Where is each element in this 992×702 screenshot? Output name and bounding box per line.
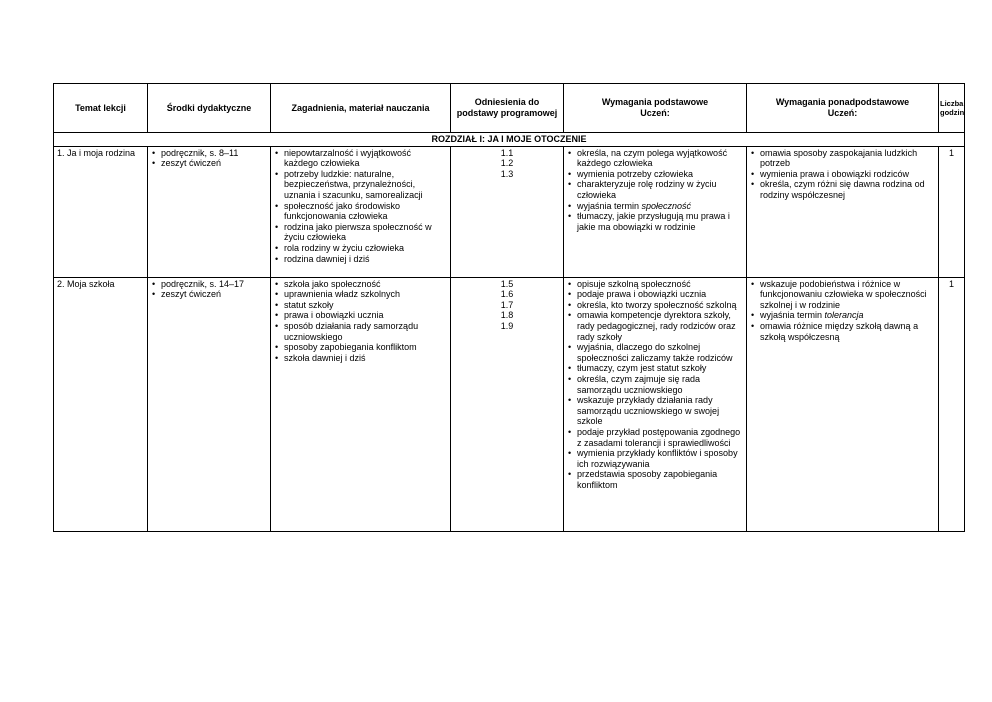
ref-code: 1.1 <box>500 147 514 158</box>
list-item: • zeszyt ćwiczeń <box>151 158 267 169</box>
list-item: • podaje prawa i obowiązki ucznia <box>567 289 743 300</box>
list-item: • omawia kompetencje dyrektora szkoły, rady pedagogicznej, rady rodziców oraz rady szkoły <box>567 310 743 342</box>
refs-list <box>454 279 560 332</box>
list-item: • szkoła jako społeczność <box>274 279 447 290</box>
list-item: • rodzina dawniej i dziś <box>274 254 447 265</box>
header-extended-requirements <box>747 84 939 133</box>
basic-requirements-list <box>567 148 743 233</box>
issues-cell <box>271 146 451 277</box>
list-item: • niepowtarzalność i wyjątkowość każdego człowieka <box>274 148 447 169</box>
list-item: • wyjaśnia termin tolerancja <box>750 310 935 321</box>
list-item: • określa, czym zajmuje się rada samorządu uczniowskiego <box>567 374 743 395</box>
means-list <box>151 279 267 300</box>
list-item: • określa, czym różni się dawna rodzina od rodziny współczesnej <box>750 179 935 200</box>
header-basic-requirements <box>564 84 747 133</box>
list-item: • prawa i obowiązki ucznia <box>274 310 447 321</box>
ref-code: 1.2 <box>500 158 514 169</box>
hours-cell: 1 <box>939 277 965 531</box>
list-item: • podręcznik, s. 14–17 <box>151 279 267 290</box>
list-item: • omawia sposoby zaspokajania ludzkich potrzeb <box>750 148 935 169</box>
list-item: • rola rodziny w życiu człowieka <box>274 243 447 254</box>
list-item: • charakteryzuje rolę rodziny w życiu człowieka <box>567 179 743 200</box>
basic-requirements-cell <box>564 146 747 277</box>
header-means: Środki dydaktyczne <box>148 84 271 133</box>
hours-cell: 1 <box>939 146 965 277</box>
list-item: • wskazuje podobieństwa i różnice w funkcjonowaniu człowieka w społeczności szkolnej i w rodzinie <box>750 279 935 311</box>
list-item: • statut szkoły <box>274 300 447 311</box>
list-item: • wymienia potrzeby człowieka <box>567 169 743 180</box>
extended-requirements-list <box>750 148 935 201</box>
list-item: • przedstawia sposoby zapobiegania konfliktom <box>567 469 743 490</box>
refs-cell <box>451 146 564 277</box>
ref-code: 1.3 <box>500 168 514 179</box>
header-basic-title: Wymagania podstawowe <box>601 97 709 108</box>
extended-requirements-cell <box>747 277 939 531</box>
extended-requirements-list <box>750 279 935 343</box>
list-item: • omawia różnice między szkołą dawną a szkołą współczesną <box>750 321 935 342</box>
issues-list <box>274 279 447 364</box>
extended-requirements-cell <box>747 146 939 277</box>
list-item: • wyjaśnia termin społeczność <box>567 201 743 212</box>
list-item: • podręcznik, s. 8–11 <box>151 148 267 159</box>
list-item: • sposób działania rady samorządu uczniowskiego <box>274 321 447 342</box>
header-extended-sub: Uczeń: <box>827 108 858 118</box>
curriculum-page <box>53 83 964 532</box>
list-item: • podaje przykład postępowania zgodnego z zasadami tolerancji i sprawiedliwości <box>567 427 743 448</box>
section-title: ROZDZIAŁ I: JA I MOJE OTOCZENIE <box>54 133 965 147</box>
list-item: • określa, kto tworzy społeczność szkolną <box>567 300 743 311</box>
refs-list <box>454 148 560 180</box>
header-refs: Odniesienia do podstawy programowej <box>451 84 564 133</box>
means-cell <box>148 146 271 277</box>
means-cell <box>148 277 271 531</box>
list-item: • określa, na czym polega wyjątkowość każdego człowieka <box>567 148 743 169</box>
curriculum-table <box>53 83 965 532</box>
list-item: • tłumaczy, jakie przysługują mu prawa i jakie ma obowiązki w rodzinie <box>567 211 743 232</box>
header-topic: Temat lekcji <box>54 84 148 133</box>
list-item: • zeszyt ćwiczeń <box>151 289 267 300</box>
list-item: • wskazuje przykłady działania rady samorządu uczniowskiego w swojej szkole <box>567 395 743 427</box>
header-extended-title: Wymagania ponadpodstawowe <box>775 97 910 108</box>
ref-code: 1.5 <box>500 278 514 289</box>
ref-code: 1.8 <box>500 310 514 321</box>
list-item: • potrzeby ludzkie: naturalne, bezpieczeństwa, przynależności, uznania i szacunku, samorealizacji <box>274 169 447 201</box>
table-row <box>54 146 965 277</box>
ref-code: 1.6 <box>500 289 514 300</box>
list-item: • uprawnienia władz szkolnych <box>274 289 447 300</box>
list-item: • wymienia prawa i obowiązki rodziców <box>750 169 935 180</box>
topic-cell: 1. Ja i moja rodzina <box>54 146 148 277</box>
list-item: • rodzina jako pierwsza społeczność w życiu człowieka <box>274 222 447 243</box>
defined-term: tolerancja <box>824 310 864 321</box>
header-issues: Zagadnienia, materiał nauczania <box>271 84 451 133</box>
list-item: • sposoby zapobiegania konfliktom <box>274 342 447 353</box>
means-list <box>151 148 267 169</box>
list-item: • tłumaczy, czym jest statut szkoły <box>567 363 743 374</box>
table-row <box>54 277 965 531</box>
section-row <box>54 133 965 147</box>
list-item: • wyjaśnia, dlaczego do szkolnej społeczności zaliczamy także rodziców <box>567 342 743 363</box>
topic-cell: 2. Moja szkoła <box>54 277 148 531</box>
header-row <box>54 84 965 133</box>
defined-term: społeczność <box>641 200 692 211</box>
list-item: • społeczność jako środowisko funkcjonowania człowieka <box>274 201 447 222</box>
basic-requirements-list <box>567 279 743 491</box>
ref-code: 1.9 <box>500 320 514 331</box>
ref-code: 1.7 <box>500 299 514 310</box>
header-hours: Liczba godzin <box>939 84 965 133</box>
header-basic-sub: Uczeń: <box>640 108 670 118</box>
refs-cell <box>451 277 564 531</box>
list-item: • opisuje szkolną społeczność <box>567 279 743 290</box>
basic-requirements-cell <box>564 277 747 531</box>
list-item: • szkoła dawniej i dziś <box>274 353 447 364</box>
issues-list <box>274 148 447 265</box>
issues-cell <box>271 277 451 531</box>
list-item: • wymienia przykłady konfliktów i sposoby ich rozwiązywania <box>567 448 743 469</box>
